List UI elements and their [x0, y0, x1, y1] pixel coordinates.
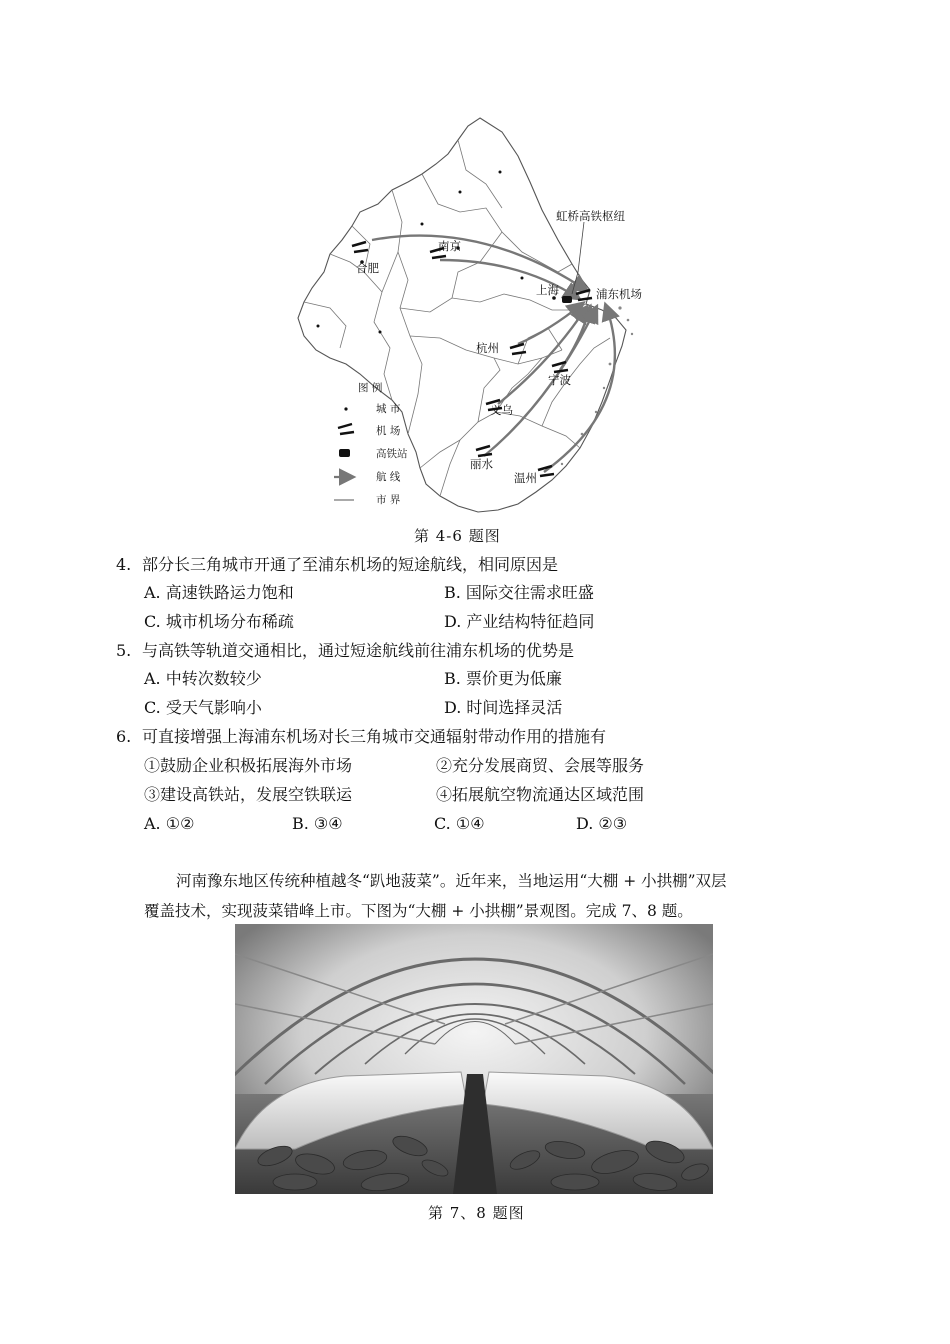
statement-1: ①鼓励企业积极拓展海外市场: [144, 756, 353, 775]
hsr-station-icon: [562, 296, 572, 303]
question-6: [116, 726, 606, 748]
option-5b[interactable]: B. 票价更为低廉: [444, 669, 562, 688]
statement-4: ④拓展航空物流通达区域范围: [436, 785, 645, 804]
question-4: [116, 554, 558, 576]
option-4a[interactable]: A. 高速铁路运力饱和: [144, 583, 294, 602]
city-dot-icon: [344, 407, 347, 410]
question-text: 可直接增强上海浦东机场对长三角城市交通辐射带动作用的措施有: [142, 727, 607, 746]
question-5: [116, 640, 574, 662]
greenhouse-photo-svg: [235, 924, 713, 1194]
legend-item-airport: 机 场: [376, 425, 401, 437]
option-6c[interactable]: C. ①④: [434, 814, 485, 833]
option-6a[interactable]: A. ①②: [144, 814, 195, 833]
label-nanjing: 南京: [438, 239, 461, 253]
option-4d[interactable]: D. 产业结构特征趋同: [444, 612, 595, 631]
label-hangzhou: 杭州: [476, 341, 499, 355]
option-5c[interactable]: C. 受天气影响小: [144, 698, 262, 717]
legend-item-hsr: 高铁站: [376, 448, 408, 460]
label-lishui: 丽水: [470, 457, 493, 471]
question-number: 4.: [116, 555, 132, 574]
option-5a[interactable]: A. 中转次数较少: [144, 669, 262, 688]
label-ningbo: 宁波: [548, 373, 571, 387]
legend-item-route: 航 线: [376, 471, 401, 483]
passage-line-2: 覆盖技术，实现菠菜错峰上市。下图为“大棚 + 小拱棚”景观图。完成 7、8 题。: [144, 902, 693, 920]
hsr-station-icon: [339, 449, 350, 457]
label-yiwu: 义乌: [490, 403, 513, 417]
passage-line-1: 河南豫东地区传统种植越冬“趴地菠菜”。近年来，当地运用“大棚 + 小拱棚”双层: [176, 872, 727, 890]
option-4c[interactable]: C. 城市机场分布稀疏: [144, 612, 294, 631]
map-svg: [290, 112, 670, 522]
option-6b[interactable]: B. ③④: [292, 814, 343, 833]
legend-title: 图 例: [358, 382, 383, 394]
label-shanghai: 上海: [536, 283, 559, 297]
statement-2: ②充分发展商贸、会展等服务: [436, 756, 645, 775]
yangtze-delta-map: [290, 112, 670, 522]
label-wenzhou: 温州: [514, 471, 537, 485]
label-hefei: 合肥: [356, 261, 379, 275]
question-number: 5.: [116, 641, 132, 660]
option-6d[interactable]: D. ②③: [576, 814, 628, 833]
option-5d[interactable]: D. 时间选择灵活: [444, 698, 563, 717]
photo-caption: 第 7、8 题图: [428, 1204, 525, 1222]
label-pudong: 浦东机场: [596, 287, 642, 301]
passage: [144, 866, 804, 926]
label-hongqiao: 虹桥高铁枢纽: [556, 209, 625, 223]
question-text: 部分长三角城市开通了至浦东机场的短途航线，相同原因是: [142, 555, 559, 574]
question-number: 6.: [116, 727, 132, 746]
legend-item-city: 城 市: [376, 403, 401, 415]
option-4b[interactable]: B. 国际交往需求旺盛: [444, 583, 594, 602]
question-text: 与高铁等轨道交通相比，通过短途航线前往浦东机场的优势是: [142, 641, 575, 660]
airport-icon: [338, 424, 354, 434]
legend-item-boundary: 市 界: [376, 494, 401, 506]
statement-3: ③建设高铁站，发展空铁联运: [144, 785, 353, 804]
greenhouse-photo: [235, 924, 713, 1194]
map-caption: 第 4-6 题图: [414, 527, 501, 545]
